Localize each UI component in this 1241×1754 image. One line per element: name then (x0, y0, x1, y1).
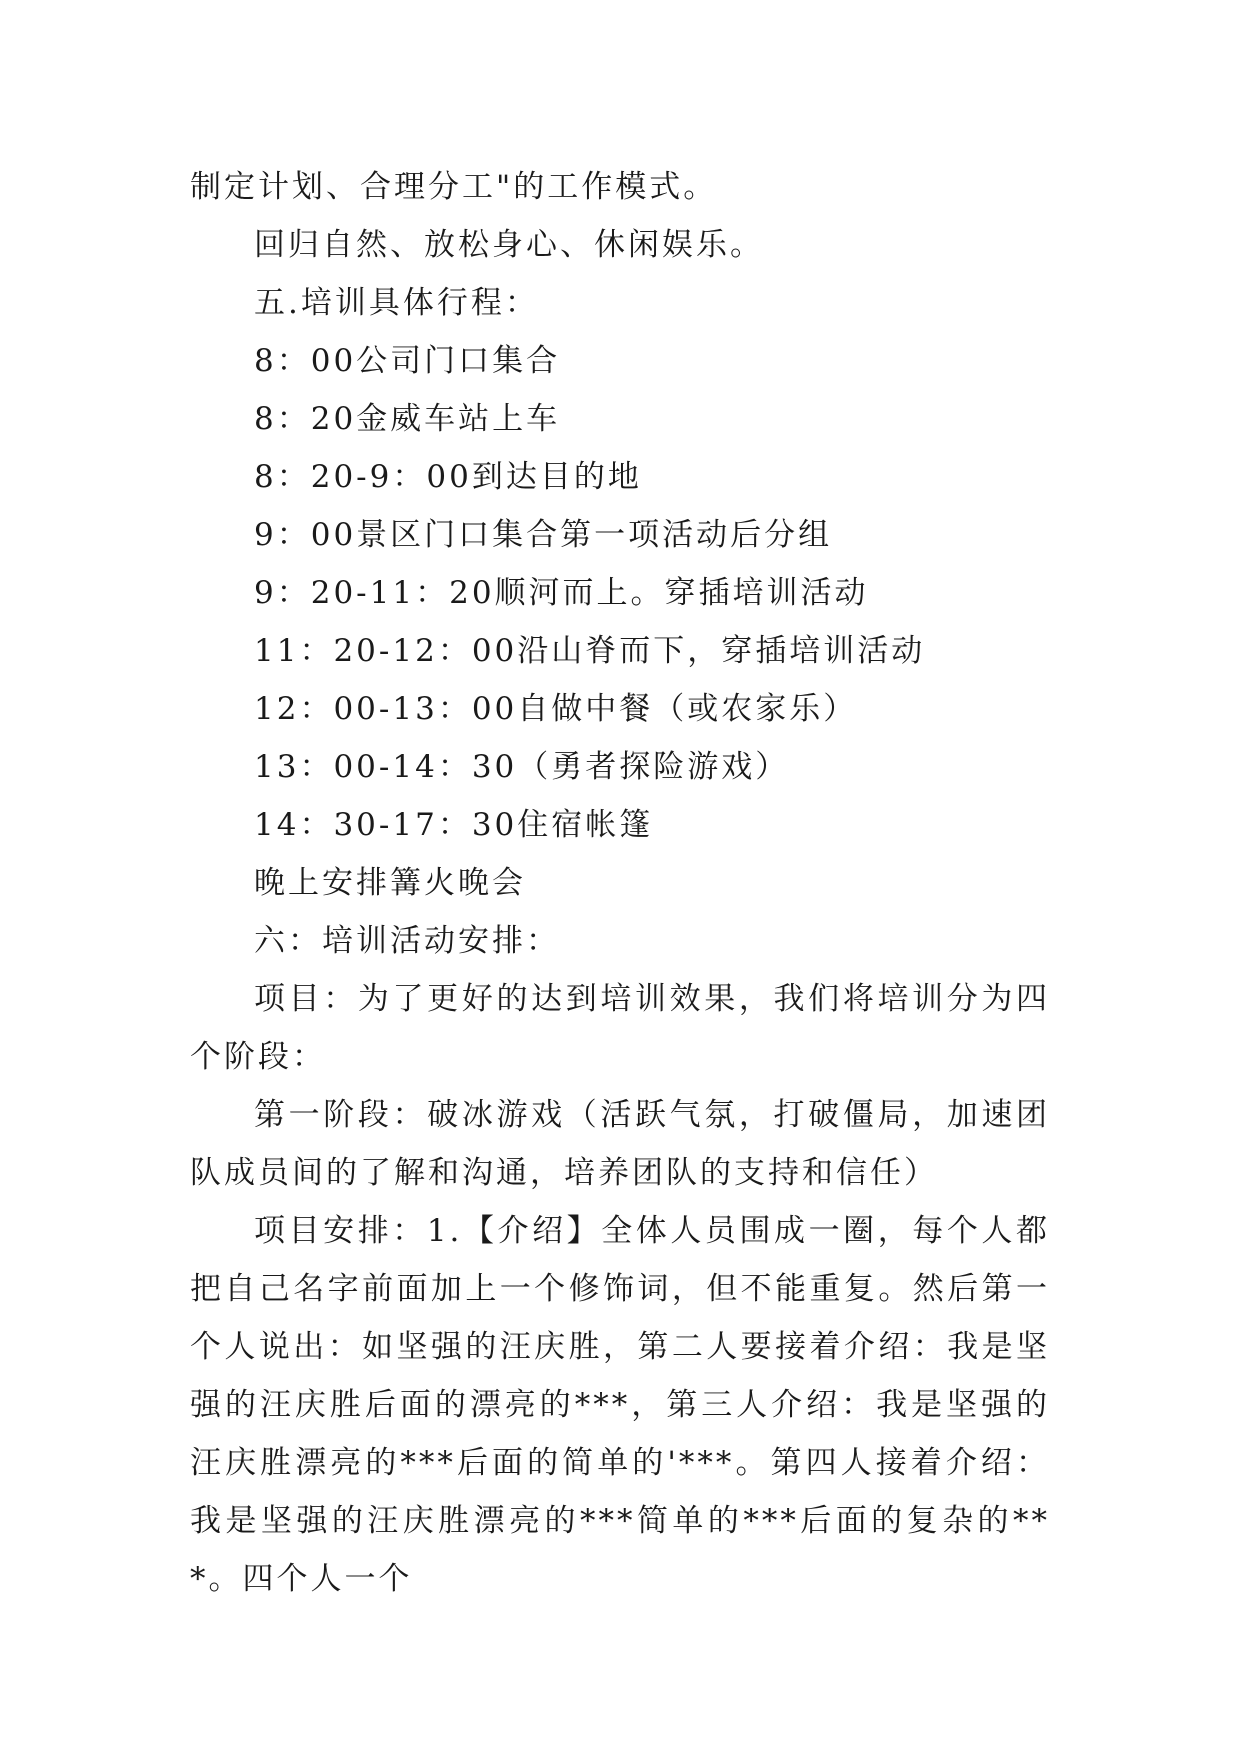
paragraph: 制定计划、合理分工"的工作模式。 (190, 169, 718, 205)
schedule-item: 8：00公司门口集合 (254, 343, 561, 379)
document-body (190, 158, 1050, 1608)
paragraph: 项目：为了更好的达到培训效果，我们将培训分为四个阶段： (190, 981, 1050, 1075)
schedule-item: 9：00景区门口集合第一项活动后分组 (254, 517, 833, 553)
paragraph: 回归自然、放松身心、休闲娱乐。 (254, 227, 764, 263)
schedule-item: 晚上安排篝火晚会 (254, 865, 526, 901)
paragraph: 项目安排：1.【介绍】全体人员围成一圈，每个人都把自己名字前面加上一个修饰词，但不能重复。然后第一个人说出：如坚强的汪庆胜，第二人要接着介绍：我是坚强的汪庆胜后面的漂亮的***，第三人介绍：我是坚强的汪庆胜漂亮的***后面的简单的'***。第四人接着介绍：我是坚强的汪庆胜漂亮的***简单的***后面的复杂的***。四个人一个 (190, 1213, 1050, 1597)
paragraph: 第一阶段：破冰游戏（活跃气氛，打破僵局，加速团队成员间的了解和沟通，培养团队的支持和信任） (190, 1097, 1050, 1191)
schedule-item: 14：30-17：30住宿帐篷 (254, 807, 654, 843)
schedule-item: 13：00-14：30（勇者探险游戏） (254, 749, 790, 785)
schedule-item: 9：20-11：20顺河而上。穿插培训活动 (254, 575, 869, 611)
schedule-item: 12：00-13：00自做中餐（或农家乐） (254, 691, 858, 727)
section-heading: 五.培训具体行程： (254, 285, 539, 321)
schedule-item: 8：20-9：00到达目的地 (254, 459, 642, 495)
section-heading: 六：培训活动安排： (254, 923, 560, 959)
schedule-item: 8：20金威车站上车 (254, 401, 561, 437)
schedule-item: 11：20-12：00沿山脊而下，穿插培训活动 (254, 633, 926, 669)
